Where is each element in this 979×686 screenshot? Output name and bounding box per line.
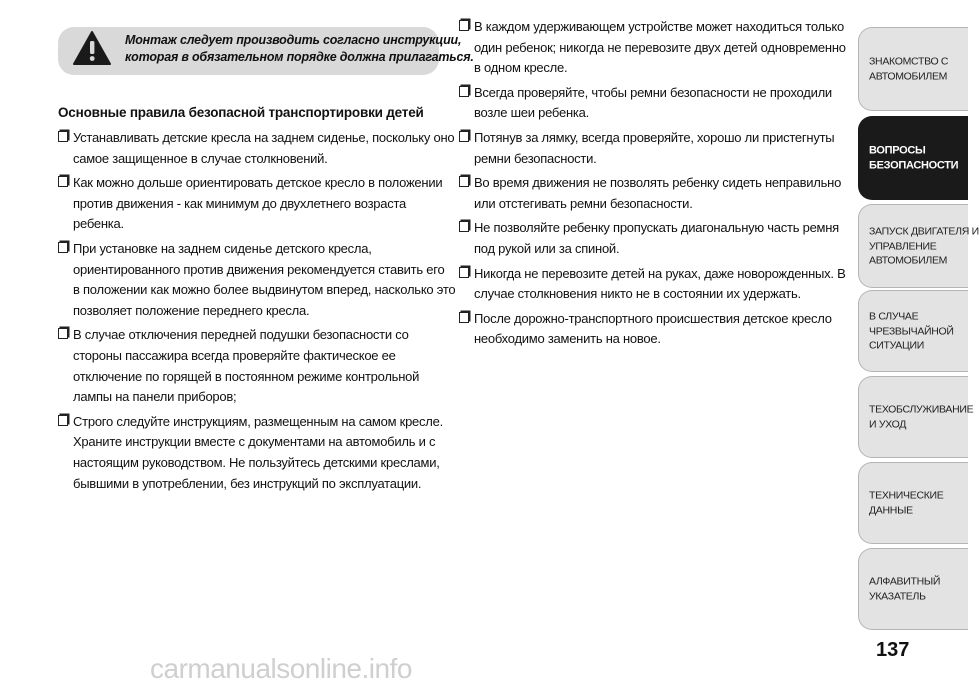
nav-tab-label [869,403,974,432]
bullet-line: случае столкновения никто не в состоянии их удержать. [474,286,801,302]
nav-tab-index[interactable] [858,548,968,630]
warning-line: которая в обязательном порядке должна прилагаться. [125,50,474,64]
nav-tab-label-line: АЛФАВИТНЫЙ [869,575,941,588]
bullet-line: в положении как можно более выдвинутом вперед, насколько это [73,282,456,298]
nav-tab-label-line: УКАЗАТЕЛЬ [869,590,926,602]
nav-tab-label [869,224,979,268]
checkbox-bullet-icon [58,328,68,339]
bullet-item [459,17,844,79]
bullet-line: под рукой или за спиной. [474,240,620,256]
bullet-item [459,309,844,350]
watermark-text: carmanualsonline.info [150,653,412,684]
bullet-line: возле шеи ребенка. [474,105,589,121]
bullet-line: Никогда не перевозите детей на руках, даже новорожденных. В [474,265,846,281]
warning-line: Монтаж следует производить согласно инструкции, [125,33,462,47]
bullet-text [73,412,443,494]
nav-tab-label-line: СИТУАЦИИ [869,339,924,352]
nav-tab-label [869,144,959,173]
nav-tab-label-line: ТЕХНИЧЕСКИЕ [869,489,944,502]
checkbox-bullet-icon [459,20,469,31]
bullet-line: При установке на заднем сиденье детского кресла, [73,240,372,256]
bullet-line: ремни безопасности. [474,150,597,166]
checkbox-bullet-icon [58,242,68,253]
nav-tab-label [869,55,959,84]
nav-tab-emergency[interactable] [858,290,968,372]
bullet-line: в одном кресле. [474,60,568,76]
bullet-line: против движения - как минимум до двухлетнего возраста [73,195,407,211]
bullet-line: один ребенок; никогда не перевозите двух детей одновременно [474,39,846,55]
warning-box [58,27,474,75]
checkbox-bullet-icon [459,131,469,142]
bullet-text [73,325,443,407]
bullet-item [58,173,443,235]
bullet-line: необходимо заменить на новое. [474,331,661,347]
checkbox-bullet-icon [459,176,469,187]
nav-tab-label-line: УПРАВЛЕНИЕ [869,239,937,252]
bullet-line: Всегда проверяйте, чтобы ремни безопасности не проходили [474,84,832,100]
bullet-line: ребенка. [73,216,124,232]
bullet-line: Потянув за лямку, всегда проверяйте, хорошо ли пристегнуты [474,129,835,145]
bullet-item [58,239,456,321]
checkbox-bullet-icon [58,415,68,426]
bullet-line: Строго следуйте инструкциям, размещенным на самом кресле. [73,413,443,429]
checkbox-bullet-icon [459,312,469,323]
bullet-text [73,239,456,321]
bullet-text [73,173,443,235]
bullet-line: лампы на панели приборов; [73,389,237,405]
nav-tab-label-line: ЧРЕЗВЫЧАЙНОЙ [869,324,954,337]
nav-tab-label-line: ЗНАКОМСТВО С [869,55,949,68]
bullet-line: В каждом удерживающем устройстве может находиться только [474,19,844,34]
nav-tab-label-line: ЗАПУСК ДВИГАТЕЛЯ И [869,225,979,238]
checkbox-bullet-icon [459,221,469,232]
bullet-item [459,173,844,214]
nav-tab-label-line: АВТОМОБИЛЕМ [869,70,948,82]
left-bullet-list [58,128,456,498]
bullet-line: Храните инструкции вместе с документами на автомобиль и с [73,434,436,450]
bullet-text [474,218,844,259]
bullet-text [474,264,844,305]
bullet-line: отключение по горящей в постоянном режиме контрольной [73,368,420,384]
checkbox-bullet-icon [459,267,469,278]
nav-tab-starting-driving[interactable] [858,204,979,288]
bullet-line: Во время движения не позволять ребенку сидеть неправильно [474,175,842,191]
bullet-item [58,128,455,169]
checkbox-bullet-icon [58,176,68,187]
checkbox-bullet-icon [58,131,68,142]
nav-tab-label-line: В СЛУЧАЕ [869,310,919,323]
warning-text [125,32,474,66]
bullet-line: настоящим руководством. Не пользуйтесь детскими креслами, [73,454,440,470]
bullet-line: или отстегивать ремни безопасности. [474,195,693,211]
nav-tab-label-line: БЕЗОПАСНОСТИ [869,159,959,171]
nav-tab-label-line: ВОПРОСЫ [869,144,926,157]
bullet-line: бывшими в употреблении, без инструкций по эксплуатации. [73,475,422,491]
nav-tab-label [869,575,959,604]
bullet-text [474,128,844,169]
bullet-text [73,128,455,169]
nav-tab-technical-data[interactable] [858,462,968,544]
bullet-item [459,128,844,169]
bullet-line: Устанавливать детские кресла на заднем сиденье, поскольку оно [73,130,455,145]
bullet-item [459,83,844,124]
bullet-text [474,83,844,124]
bullet-line: самое защищенное в случае столкновений. [73,150,328,166]
page-number: 137 [876,639,910,661]
nav-tab-label [869,309,959,353]
right-bullet-list [459,17,844,354]
checkbox-bullet-icon [459,86,469,97]
bullet-item [58,325,443,407]
nav-tab-label [869,489,959,518]
section-title: Основные правила безопасной транспортировки детей [58,105,424,120]
nav-tab-label-line: ДАННЫЕ [869,504,913,516]
bullet-line: После дорожно-транспортного происшествия детское кресло [474,310,832,326]
bullet-line: В случае отключения передней подушки безопасности со [73,327,409,343]
bullet-line: Как можно дольше ориентировать детское кресло в положении [73,175,443,191]
bullet-line: стороны пассажира всегда проверяйте фактическое ее [73,347,396,363]
nav-tab-label-line: АВТОМОБИЛЕМ [869,254,948,267]
bullet-text [474,173,844,214]
nav-tab-label-line: И УХОД [869,418,907,430]
warning-triangle-icon [72,30,112,66]
bullet-item [459,218,844,259]
nav-tab-label-line: ТЕХОБСЛУЖИВАНИЕ [869,403,974,416]
bullet-line: позволяет положение переднего кресла. [73,302,310,318]
nav-tab-safety[interactable] [858,116,968,200]
bullet-line: Не позволяйте ребенку пропускать диагональную часть ремня [474,220,839,236]
bullet-item [459,264,844,305]
nav-tab-introduction[interactable] [858,27,968,111]
bullet-line: ориентированного против движения рекомендуется ставить его [73,261,445,277]
bullet-item [58,412,443,494]
bullet-text [474,309,844,350]
bullet-text [474,17,844,79]
nav-tab-maintenance[interactable] [858,376,974,458]
